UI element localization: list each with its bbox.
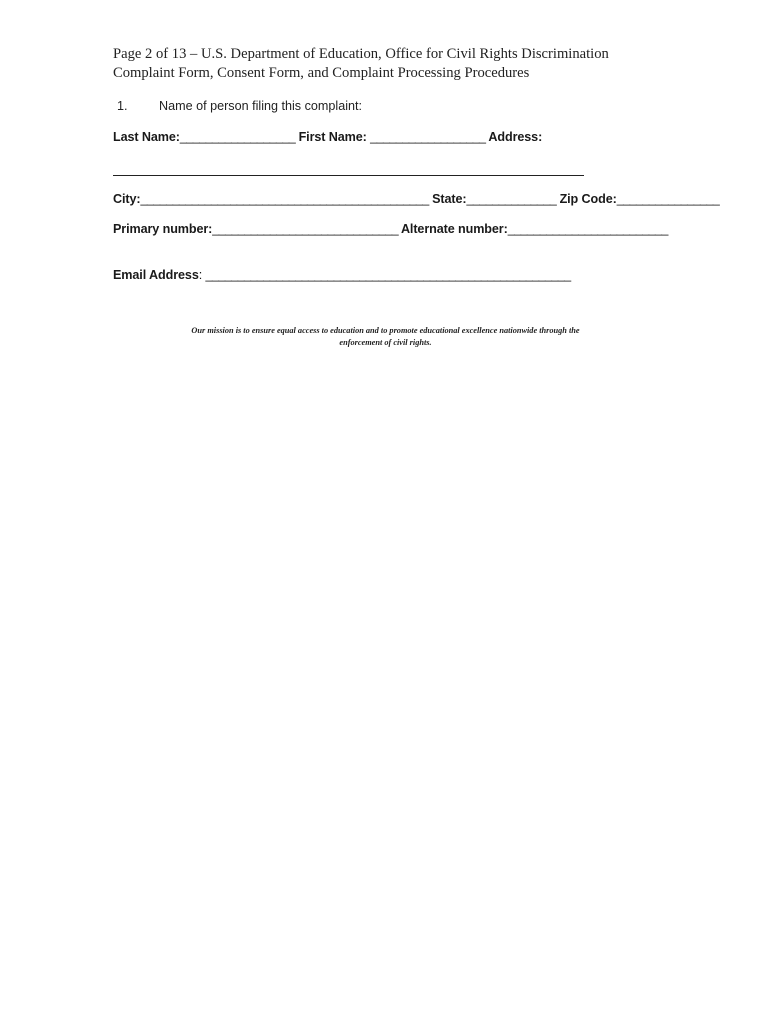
section-heading: [117, 99, 362, 113]
state-label: State:: [432, 192, 467, 206]
section-title: Name of person filing this complaint:: [159, 99, 362, 113]
first-name-label: First Name:: [298, 130, 367, 144]
zip-code-field[interactable]: ________________: [616, 192, 720, 206]
primary-number-field[interactable]: _____________________________: [212, 222, 398, 236]
first-name-field[interactable]: __________________: [370, 130, 486, 144]
zip-code-label: Zip Code:: [559, 192, 617, 206]
city-state-zip-row: [113, 192, 719, 206]
header-line-1: Page 2 of 13 – U.S. Department of Education, Office for Civil Rights Discrimination: [113, 46, 609, 62]
alternate-number-field[interactable]: _________________________: [507, 222, 668, 236]
last-name-label: Last Name:: [113, 130, 180, 144]
email-colon: :: [198, 268, 203, 282]
address-label: Address:: [488, 130, 543, 144]
section-number: 1.: [117, 99, 128, 113]
phone-row: [113, 222, 668, 236]
email-row: [113, 268, 571, 282]
city-label: City:: [113, 192, 141, 206]
email-address-field[interactable]: _________________________________________________________: [205, 268, 571, 282]
header-line-2: Complaint Form, Consent Form, and Complaint Processing Procedures: [113, 65, 530, 81]
state-field[interactable]: ______________: [466, 192, 557, 206]
email-address-label: Email Address: [113, 268, 199, 282]
last-name-field[interactable]: __________________: [179, 130, 296, 144]
address-field[interactable]: [113, 175, 584, 176]
city-field[interactable]: _____________________________________________: [140, 192, 429, 206]
alternate-number-label: Alternate number:: [400, 222, 508, 236]
page-header: [113, 45, 673, 83]
mission-statement: [113, 325, 658, 349]
mission-line-2: enforcement of civil rights.: [339, 338, 432, 347]
primary-number-label: Primary number:: [113, 222, 213, 236]
name-row: [113, 130, 542, 144]
mission-line-1: Our mission is to ensure equal access to education and to promote educational excellence nationwide through the: [191, 326, 580, 335]
